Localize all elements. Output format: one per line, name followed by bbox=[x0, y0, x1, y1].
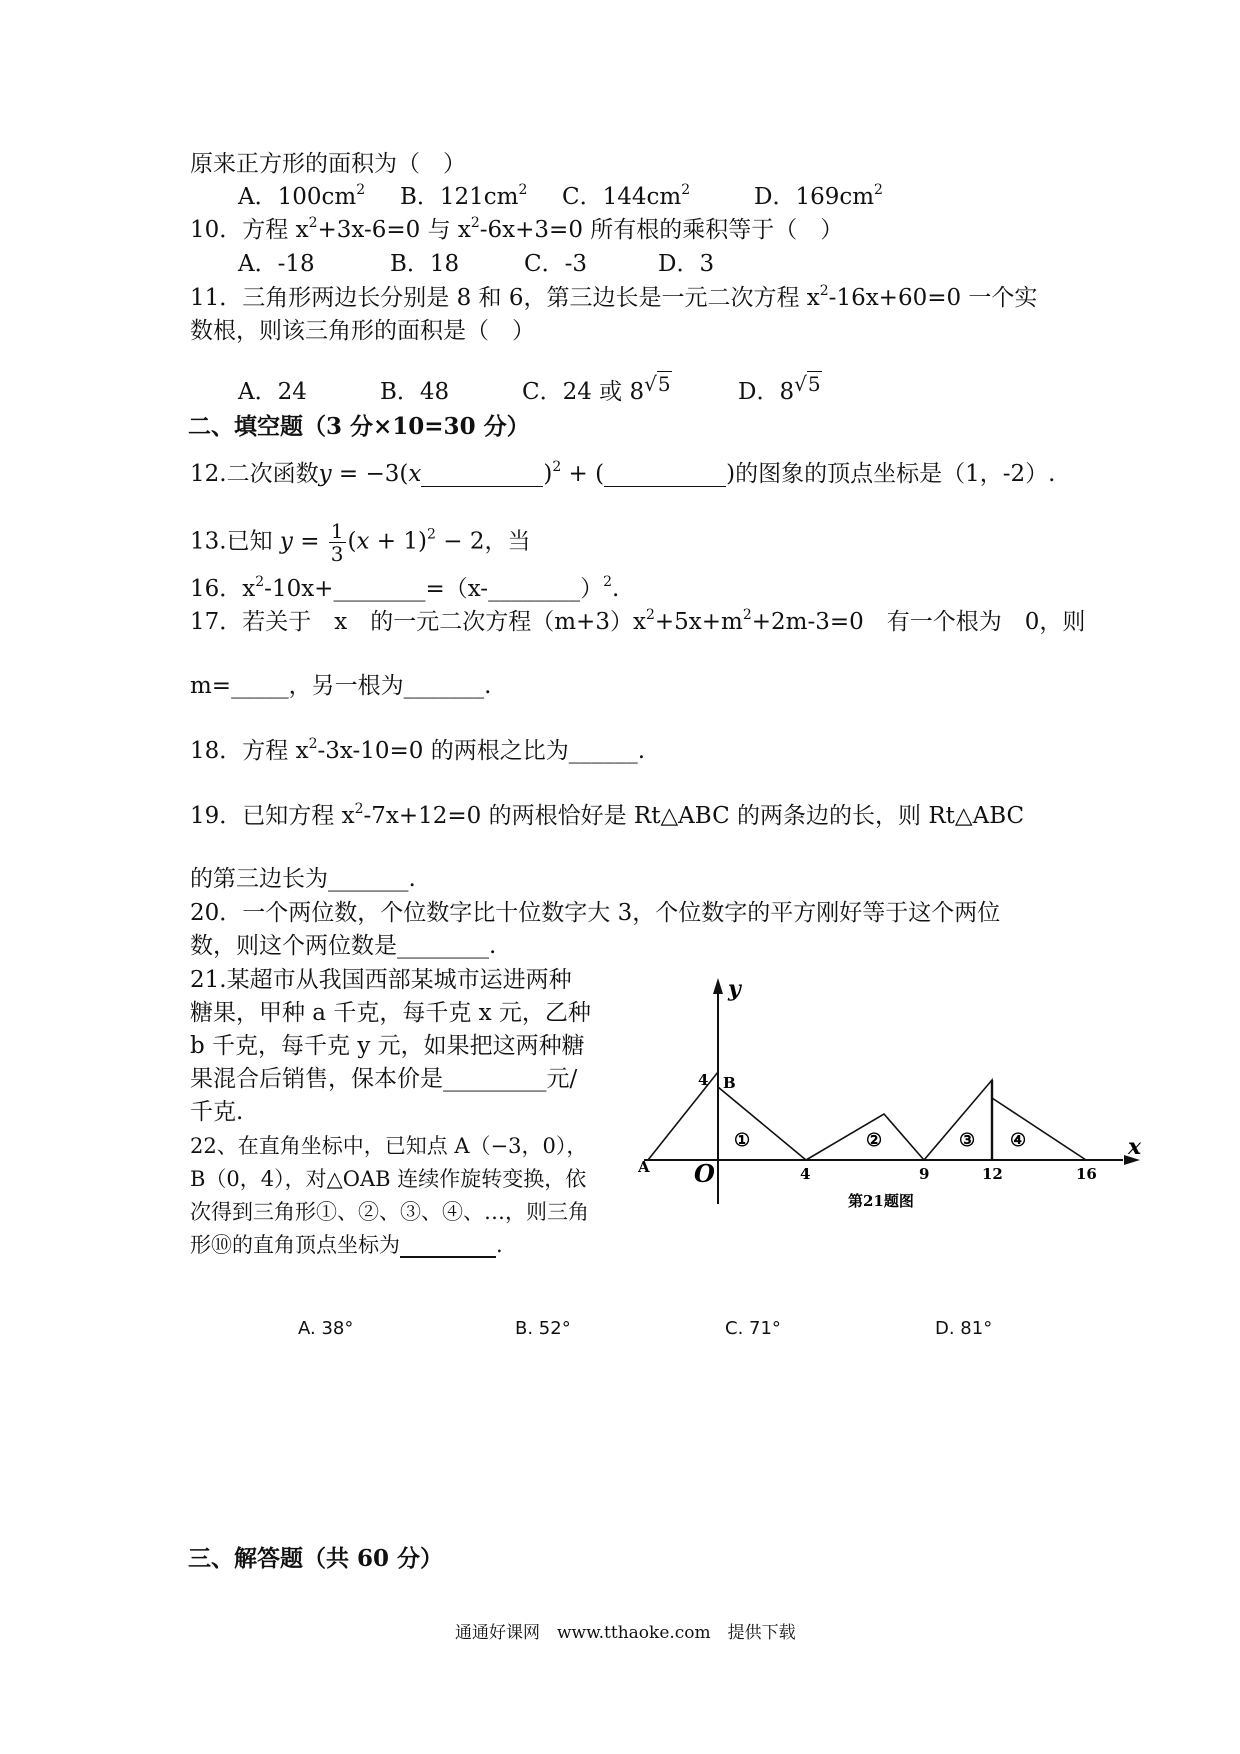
q9-option-a: A．100cm bbox=[238, 184, 357, 210]
q11-stem: 11．三角形两边长分别是 8 和 6，第三边长是一元二次方程 $x^2-16x+60=0$ 一个实 bbox=[190, 283, 1038, 311]
page-footer: 通通好课网 www.tthaoke.com 提供下载 bbox=[455, 1623, 796, 1643]
q10-option-b: B．18 bbox=[390, 251, 460, 277]
q20-line2: 数，则这个两位数是________. bbox=[190, 933, 497, 959]
triangle-2 bbox=[806, 1114, 924, 1160]
figure-caption: 第21题图 bbox=[848, 1192, 914, 1210]
y-axis-arrow bbox=[713, 978, 723, 994]
q11-option-a: A．24 bbox=[238, 379, 307, 405]
x-tick-4: 4 bbox=[800, 1165, 811, 1183]
q10-options bbox=[238, 248, 714, 280]
q22-answer-blank[interactable] bbox=[400, 1232, 496, 1258]
q10-option-a: A．-18 bbox=[238, 251, 315, 277]
extra-option-d: D. 81° bbox=[935, 1318, 993, 1339]
section-fill-in-title: 二、填空题（3 分×10=30 分） bbox=[188, 413, 530, 440]
triangle-4 bbox=[992, 1098, 1086, 1160]
q10-stem: 10．方程 $x^2+3x-6=0$ 与 $x^2-6x+3=0$ 所有根的乘积等于（ ） bbox=[190, 215, 844, 243]
q12-blank-2[interactable] bbox=[604, 462, 726, 487]
q22-line4: 形⑩的直角顶点坐标为 . bbox=[190, 1233, 503, 1257]
q9-stem: 原来正方形的面积为（ ） bbox=[190, 151, 466, 177]
q22-line1: 22、在直角坐标中，已知点 A（−3，0）， bbox=[190, 1134, 588, 1158]
q9-option-d: D．169cm bbox=[754, 184, 875, 210]
q19-line2: 的第三边长为_______. bbox=[190, 866, 416, 892]
triangle-3 bbox=[924, 1080, 992, 1160]
q21-line5: 千克. bbox=[190, 1099, 244, 1125]
q12: 12.二次函数y = −3(x )$^2$ + ( )的图象的顶点坐标是（1，-2）. bbox=[190, 459, 1056, 487]
q10-option-d: D．3 bbox=[658, 251, 715, 277]
q13-fraction: $\frac{1}{3}$ bbox=[330, 519, 344, 566]
q10-option-c: C．-3 bbox=[524, 251, 588, 277]
point-b-label: B bbox=[723, 1074, 736, 1092]
extra-option-c: C. 71° bbox=[725, 1318, 781, 1339]
q11-option-b: B．48 bbox=[380, 379, 450, 405]
y-tick-4: 4 bbox=[698, 1071, 709, 1089]
rotation-triangles-figure bbox=[628, 972, 1148, 1212]
x-tick-12: 12 bbox=[982, 1165, 1003, 1183]
q22-line2: B（0，4），对△OAB 连续作旋转变换，依 bbox=[190, 1167, 587, 1191]
q11-stem-line2: 数根，则该三角形的面积是（ ） bbox=[190, 318, 535, 344]
section-answer-title: 三、解答题（共 60 分） bbox=[188, 1545, 444, 1572]
q11-options bbox=[238, 368, 822, 408]
q18: 18．方程 $x^2-3x-10=0$ 的两根之比为______. bbox=[190, 736, 646, 764]
x-axis-label: x bbox=[1128, 1134, 1142, 1160]
extra-option-b: B. 52° bbox=[515, 1318, 571, 1339]
q22-line3: 次得到三角形①、②、③、④、…，则三角 bbox=[190, 1200, 589, 1224]
q12-blank-1[interactable] bbox=[421, 462, 543, 487]
q17-line2: m=_____，另一根为_______. bbox=[190, 673, 492, 699]
q19: 19．已知方程 $x^2-7x+12=0$ 的两根恰好是 Rt△ABC 的两条边的长，则 Rt△ABC bbox=[190, 801, 1025, 829]
q11-option-d: D．8√5 bbox=[738, 372, 821, 405]
q16: 16．$x^2-10x+\_\_\_\_\_\_\_\_=(x-\_\_\_\_\_\_\_\_)^2$. bbox=[190, 574, 620, 602]
circle-1-label: ① bbox=[734, 1130, 751, 1151]
q21-line1: 21.某超市从我国西部某城市运进两种 bbox=[190, 967, 572, 993]
x-tick-16: 16 bbox=[1076, 1165, 1097, 1183]
q21-line2: 糖果，甲种 a 千克，每千克 x 元，乙种 bbox=[190, 1000, 591, 1026]
origin-label: O bbox=[694, 1159, 715, 1188]
extra-option-a: A. 38° bbox=[298, 1318, 354, 1339]
q13: 13.已知 y = $\frac{1}{3}$ $(x + 1)^2 - 2$，当 bbox=[190, 519, 531, 566]
q17: 17．若关于 x 的一元二次方程$(m+3)x^2+5x+m^2+2m-3=0$ 有一个根为 0，则 bbox=[190, 607, 1086, 635]
q20-line1: 20．一个两位数，个位数字比十位数字大 3，个位数字的平方刚好等于这个两位 bbox=[190, 900, 1001, 926]
q9-options: A．$100cm^2$ B．$121cm^2$ C．$144cm^2$ D．$169cm^2$ bbox=[238, 182, 883, 210]
q9-option-b: B．121cm bbox=[400, 184, 519, 210]
q11-option-c: C．24 或 8√5 bbox=[522, 372, 671, 405]
circle-3-label: ③ bbox=[959, 1130, 976, 1151]
y-axis-label: y bbox=[728, 976, 741, 1002]
point-a-label: A bbox=[638, 1158, 650, 1176]
circle-4-label: ④ bbox=[1010, 1130, 1027, 1151]
q21-line4: 果混合后销售，保本价是_________元/ bbox=[190, 1066, 578, 1092]
circle-2-label: ② bbox=[866, 1130, 883, 1151]
q9-option-c: C．144cm bbox=[562, 184, 682, 210]
triangle-1 bbox=[718, 1087, 806, 1160]
q21-line3: b 千克，每千克 y 元，如果把这两种糖 bbox=[190, 1033, 585, 1059]
x-tick-9: 9 bbox=[919, 1165, 930, 1183]
